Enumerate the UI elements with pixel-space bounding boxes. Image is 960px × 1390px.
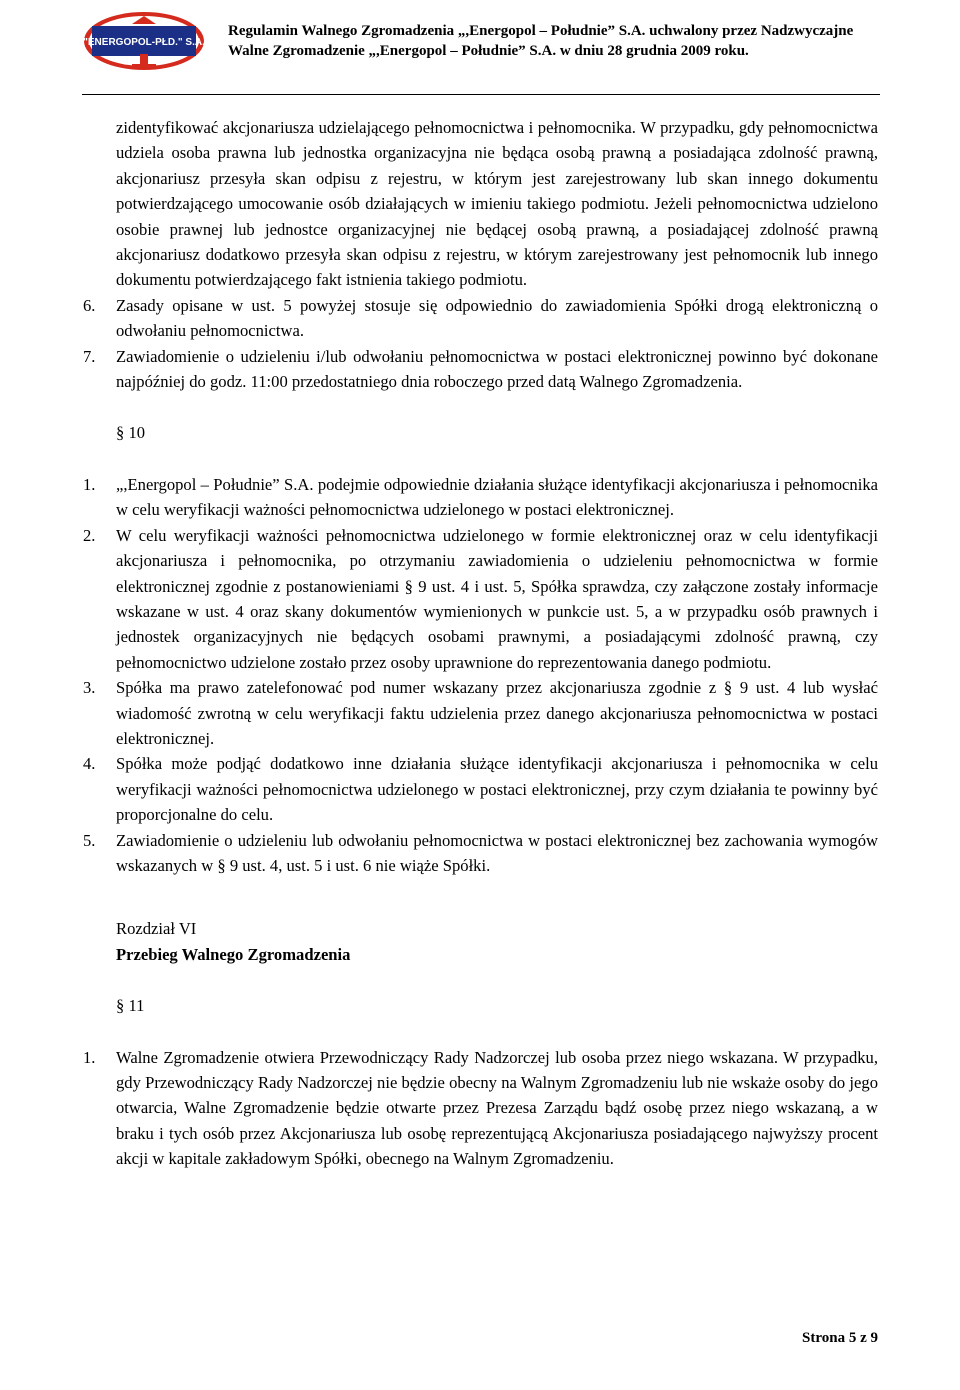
page-number: Strona 5 z 9: [802, 1330, 878, 1346]
section-heading-11: § 11: [116, 996, 145, 1016]
energopol-logo: [82, 10, 206, 72]
item-text: Spółka ma prawo zatelefonować pod numer wskazany przez akcjonariusza zgodnie z § 9 ust. 4 lub wysłać wiadomość zwrotną w celu weryfikacji faktu udzielenia przez danego akcjonariusza pełnomocnictwa w postaci elektronicznej.: [116, 678, 878, 748]
list-item: [83, 344, 878, 395]
item-number: 3.: [83, 678, 96, 698]
item-text: Zasady opisane w ust. 5 powyżej stosuje się odpowiednio do zawiadomienia Spółki drogą elektroniczną o odwołaniu pełnomocnictwa.: [116, 295, 878, 341]
list-item: [83, 523, 878, 675]
chapter-title: Przebieg Walnego Zgromadzenia: [116, 944, 351, 964]
item-number: 5.: [83, 830, 96, 850]
item-text: Zawiadomienie o udzieleniu i/lub odwołaniu pełnomocnictwa w postaci elektronicznej powinno być dokonane najpóźniej do godz. 11:00 przedostatniego dnia roboczego przed datą Walnego Zgromadzenia.: [116, 346, 878, 392]
list-item: [83, 828, 878, 879]
item-text: Spółka może podjąć dodatkowo inne działania służące identyfikacji akcjonariusza i pełnomocnika w celu weryfikacji ważności pełnomocnictwa udzielonego w postaci elektronicznej, przy czym działania te powinny być proporcjonalne do celu.: [116, 754, 878, 825]
list-item: [83, 472, 878, 523]
item-text: Zawiadomienie o udzieleniu lub odwołaniu pełnomocnictwa w postaci elektronicznej bez zachowania wymogów wskazanych w § 9 ust. 4, ust. 5 i ust. 6 nie wiąże Spółki.: [116, 830, 878, 875]
header-line-1: Regulamin Walnego Zgromadzenia „,Energopol – Południe” S.A. uchwalony przez Nadzwyczajne: [228, 23, 854, 39]
item-text: „,Energopol – Południe” S.A. podejmie odpowiednie działania służące identyfikacji akcjonariusza i pełnomocnika w celu weryfikacji ważności pełnomocnictwa udzielonego w postaci elektronicznej.: [116, 474, 878, 520]
section-heading-10: § 10: [116, 423, 146, 443]
header-line-2: Walne Zgromadzenie „,Energopol – Południe” S.A. w dniu 28 grudnia 2009 roku.: [228, 42, 749, 59]
document-body: [83, 115, 878, 1172]
item-number: 1.: [83, 1047, 96, 1067]
header-title: [228, 22, 880, 61]
item-number: 6.: [83, 295, 96, 315]
item-number: 4.: [83, 754, 96, 774]
page-header: [82, 8, 880, 95]
list-item: [83, 293, 878, 344]
list-item: [83, 751, 878, 827]
logo-text: "ENERGOPOL-PŁD." S.A.: [83, 37, 205, 48]
list-item: [83, 675, 878, 751]
item-number: 1.: [83, 474, 96, 494]
intro-paragraph: zidentyfikować akcjonariusza udzielającego pełnomocnictwa i pełnomocnika. W przypadku, gdy pełnomocnictwa udziela osoba prawna lub jednostka organizacyjna nie będąca osobą prawną a posiadająca zdolność prawną, akcjonariusz przesyła skan odpisu z rejestru, w którym jest zarejestrowany lub skan innego dokumentu potwierdzającego umocowanie osób działających w imieniu takiego podmiotu. Jeżeli pełnomocnictwa udzielono osobie prawnej lub jednostce organizacyjnej nie będącej osobą prawną, a posiadającej zdolność prawną akcjonariusz dodatkowo przesyła skan odpisu z rejestru, w którym zarejestrowany jest pełnomocnik lub innego dokumentu potwierdzającego fakt istnienia takiego podmiotu.: [116, 118, 878, 290]
item-text: W celu weryfikacji ważności pełnomocnictwa udzielonego w formie elektronicznej oraz w celu identyfikacji akcjonariusza i pełnomocnika, po otrzymaniu zawiadomienia o udzieleniu pełnomocnictwa w formie elektronicznej zgodnie z postanowieniami § 9 ust. 4 i ust. 5, Spółka sprawdza, czy załączone zostały informacje wskazane w ust. 4 oraz skany dokumentów wymienionych w punkcie ust. 5, a w przypadku osób prawnych i jednostek organizacyjnych nie będących osobami prawnymi, a posiadającymi zdolność prawną, czy pełnomocnictwo udzielone zostało przez osoby uprawnione do reprezentowania danego podmiotu.: [116, 525, 878, 672]
list-item: [83, 1045, 878, 1172]
item-number: 7.: [83, 346, 96, 366]
item-number: 2.: [83, 525, 96, 545]
chapter-label: Rozdział VI: [116, 919, 197, 939]
item-text: Walne Zgromadzenie otwiera Przewodniczący Rady Nadzorczej lub osoba przez niego wskazana. W przypadku, gdy Przewodniczący Rady Nadzorczej nie będzie obecny na Walnym Zgromadzeniu lub nie wskaże osoby do jego otwarcia, Walne Zgromadzenie będzie otwarte przez Prezesa Zarządu bądź osobę przez niego wskazaną, a w braku i tych osób przez Akcjonariusza lub osobę reprezentującą Akcjonariusza posiadającego najwyższy procent akcji w kapitale zakładowym Spółki, obecnego na Walnym Zgromadzeniu.: [116, 1047, 878, 1169]
